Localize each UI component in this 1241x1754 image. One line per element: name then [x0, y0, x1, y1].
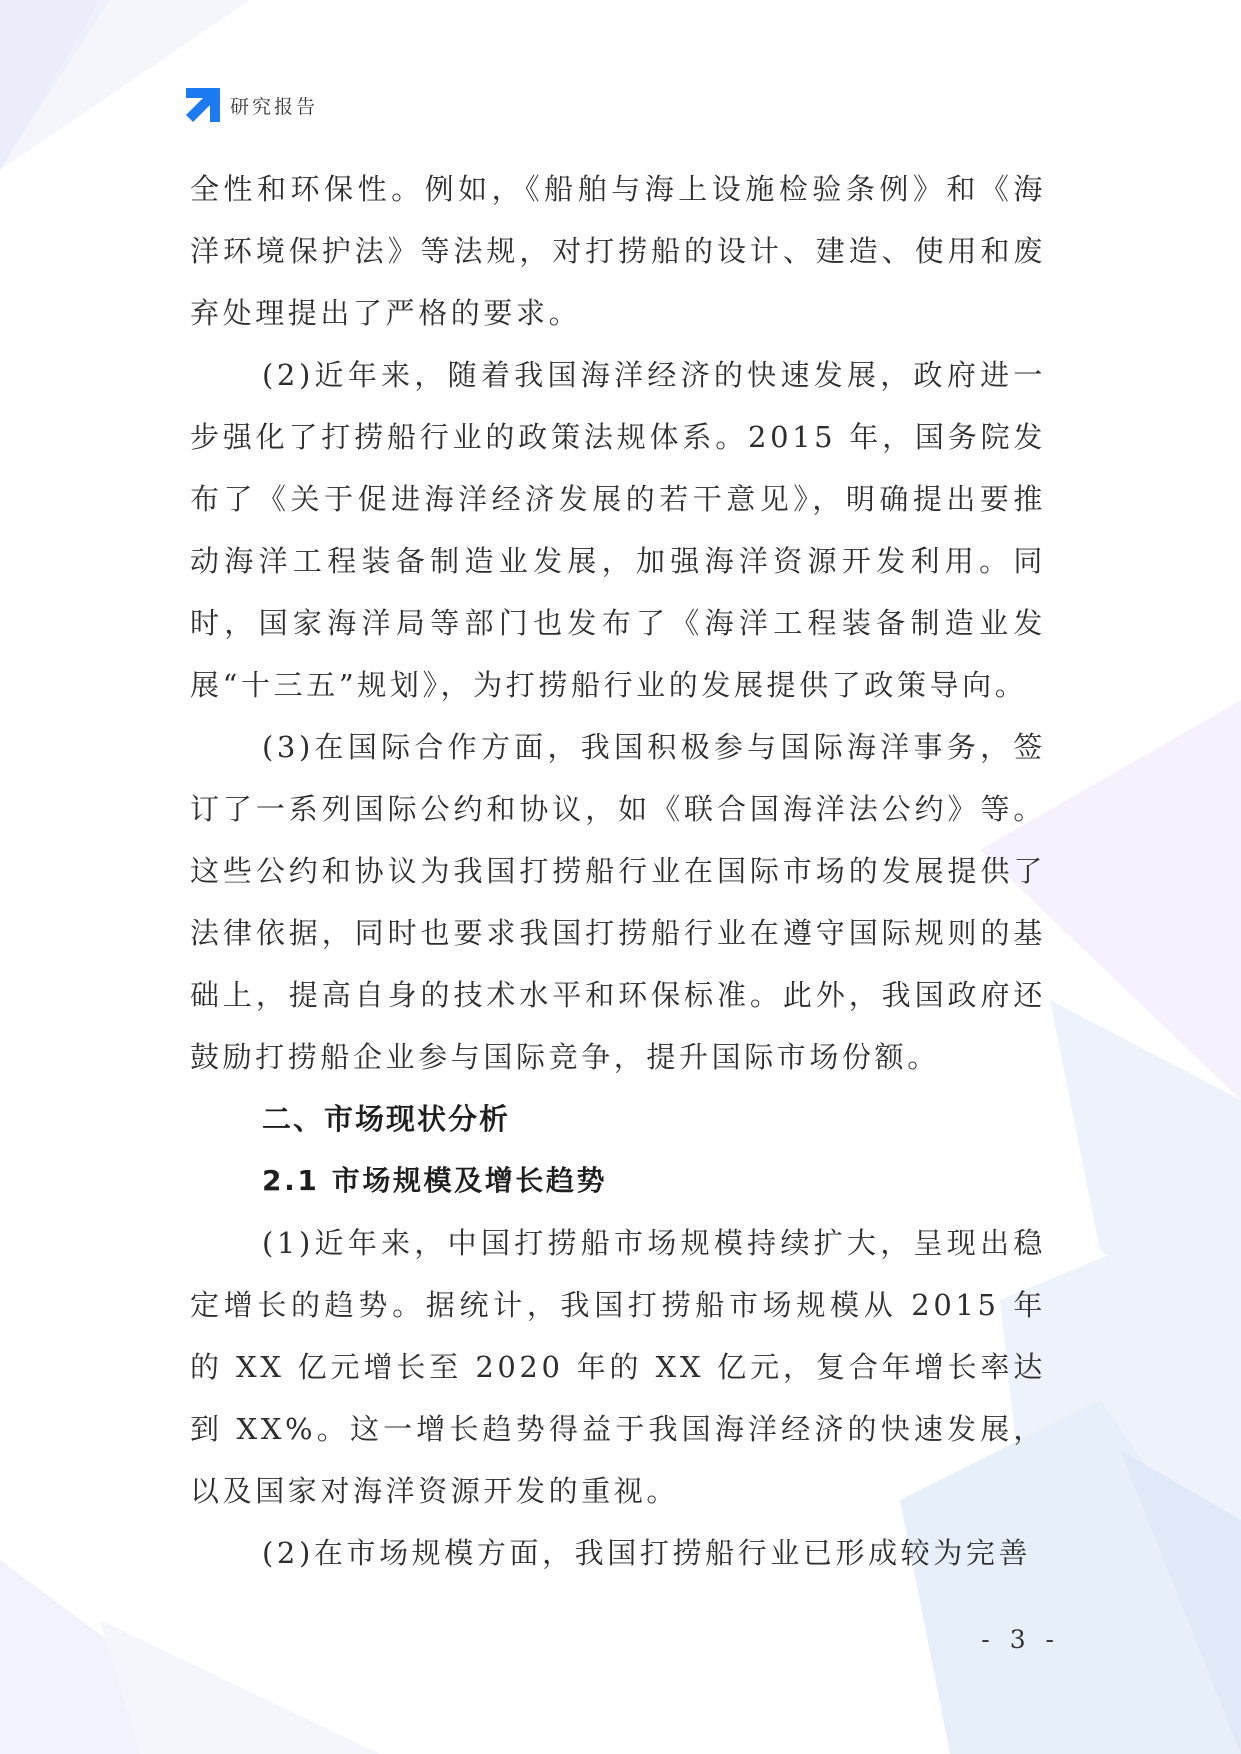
- paragraph-policy-development: (2)近年来，随着我国海洋经济的快速发展，政府进一步强化了打捞船行业的政策法规体系。2015 年，国务院发布了《关于促进海洋经济发展的若干意见》，明确提出要推动海洋工程装备制造业发展，加强海洋资源开发利用。同时，国家海洋局等部门也发布了《海洋工程装备制造业发展“十三五”规划》，为打捞船行业的发展提供了政策导向。: [190, 358, 1046, 702]
- page-number: - 3 -: [981, 1625, 1060, 1654]
- arrow-up-right-icon: [186, 88, 220, 122]
- subsection-heading: 2.1 市场规模及增长趋势: [262, 1164, 608, 1197]
- paragraph-market-size: (1)近年来，中国打捞船市场规模持续扩大，呈现出稳定增长的趋势。据统计，我国打捞船市场规模从 2015 年的 XX 亿元增长至 2020 年的 XX 亿元，复合年增长率达到 XX%。这一增长趋势得益于我国海洋经济的快速发展，以及国家对海洋资源开发的重视。: [190, 1226, 1046, 1508]
- header-title: 研究报告: [230, 95, 319, 118]
- paragraph-international-cooperation: (3)在国际合作方面，我国积极参与国际海洋事务，签订了一系列国际公约和协议，如《联合国海洋法公约》等。这些公约和协议为我国打捞船行业在国际市场的发展提供了法律依据，同时也要求我国打捞船行业在遵守国际规则的基础上，提高自身的技术水平和环保标准。此外，我国政府还鼓励打捞船企业参与国际竞争，提升国际市场份额。: [190, 730, 1046, 1074]
- report-header: [186, 88, 318, 122]
- section-heading: 二、市场现状分析: [262, 1102, 511, 1136]
- paragraph-market-structure: (2)在市场规模方面，我国打捞船行业已形成较为完善: [262, 1536, 1032, 1570]
- body-content: [190, 158, 1046, 1584]
- paragraph-continued: 全性和环保性。例如，《船舶与海上设施检验条例》和《海洋环境保护法》等法规，对打捞船的设计、建造、使用和废弃处理提出了严格的要求。: [190, 172, 1046, 330]
